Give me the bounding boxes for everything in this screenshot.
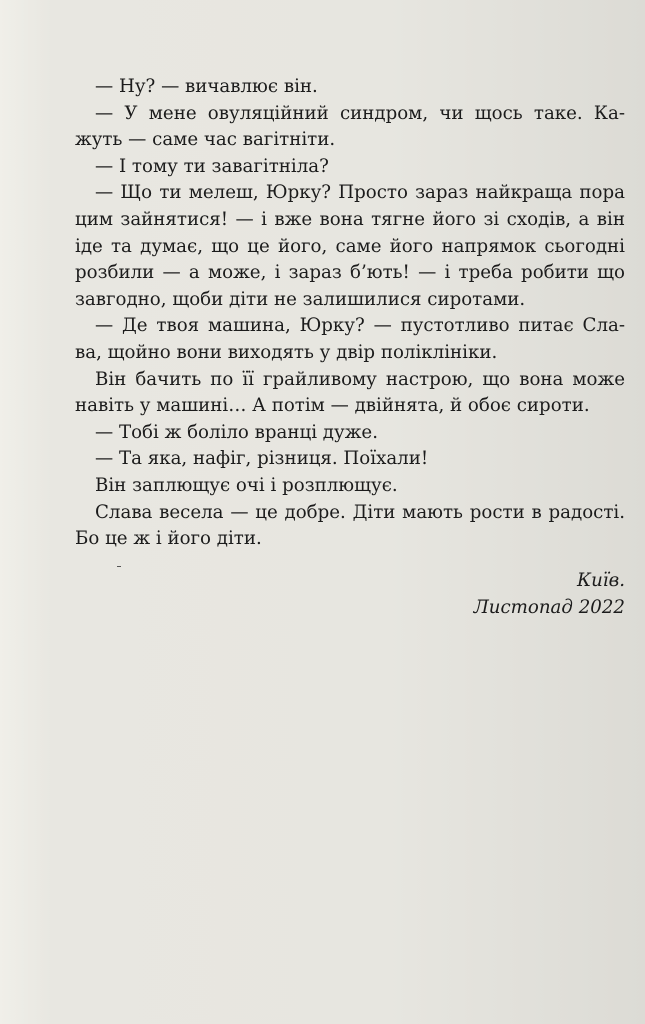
place-date-signature — [474, 567, 625, 621]
ink-speck — [117, 566, 121, 567]
text-line: — Що ти мелеш, Юрку? Просто зараз найкраща пора — [95, 182, 625, 204]
text-line: Бо це ж і його діти. — [75, 528, 262, 550]
story-text — [75, 74, 625, 553]
text-line: — У мене овуляційний синдром, чи щось таке. Ка- — [95, 102, 625, 124]
text-line: ва, щойно вони виходять у двір поліклініки. — [75, 341, 498, 363]
text-line: навіть у машині… А потім — двійнята, й обоє сироти. — [75, 395, 590, 417]
paragraph — [75, 101, 625, 154]
text-line: іде та думає, що це його, саме його напрямок сьогодні — [75, 235, 625, 257]
text-line: — Де твоя машина, Юрку? — пустотливо питає Сла- — [95, 315, 625, 337]
paragraph — [75, 420, 625, 447]
signature-date: Листопад 2022 — [473, 597, 625, 618]
text-line: розбили — а може, і зараз б’ють! — і треба робити що — [75, 262, 625, 284]
paragraph — [75, 473, 625, 500]
paragraph — [75, 446, 625, 473]
text-line: Він бачить по її грайливому настрою, що вона може — [95, 368, 625, 390]
text-line: жуть — саме час вагітніти. — [75, 129, 336, 151]
signature-place: Київ. — [577, 570, 625, 591]
paragraph — [75, 367, 625, 420]
text-line: Слава весела — це добре. Діти мають рости в радості. — [95, 501, 625, 523]
text-line: — Ну? — вичавлює він. — [95, 76, 318, 97]
text-line: цим зайнятися! — і вже вона тягне його зі сходів, а він — [75, 208, 625, 230]
text-line: — Тобі ж боліло вранці дуже. — [95, 421, 378, 443]
text-line: завгодно, щоби діти не залишилися сиротами. — [75, 288, 526, 310]
paragraph — [75, 74, 625, 101]
paragraph — [75, 154, 625, 181]
paragraph — [75, 500, 625, 553]
text-line: — І тому ти завагітніла? — [95, 155, 329, 177]
text-line: — Та яка, нафіг, різниця. Поїхали! — [95, 448, 429, 470]
paragraph — [75, 180, 625, 313]
text-line: Він заплющує очі і розплющує. — [95, 474, 398, 496]
paragraph — [75, 313, 625, 366]
